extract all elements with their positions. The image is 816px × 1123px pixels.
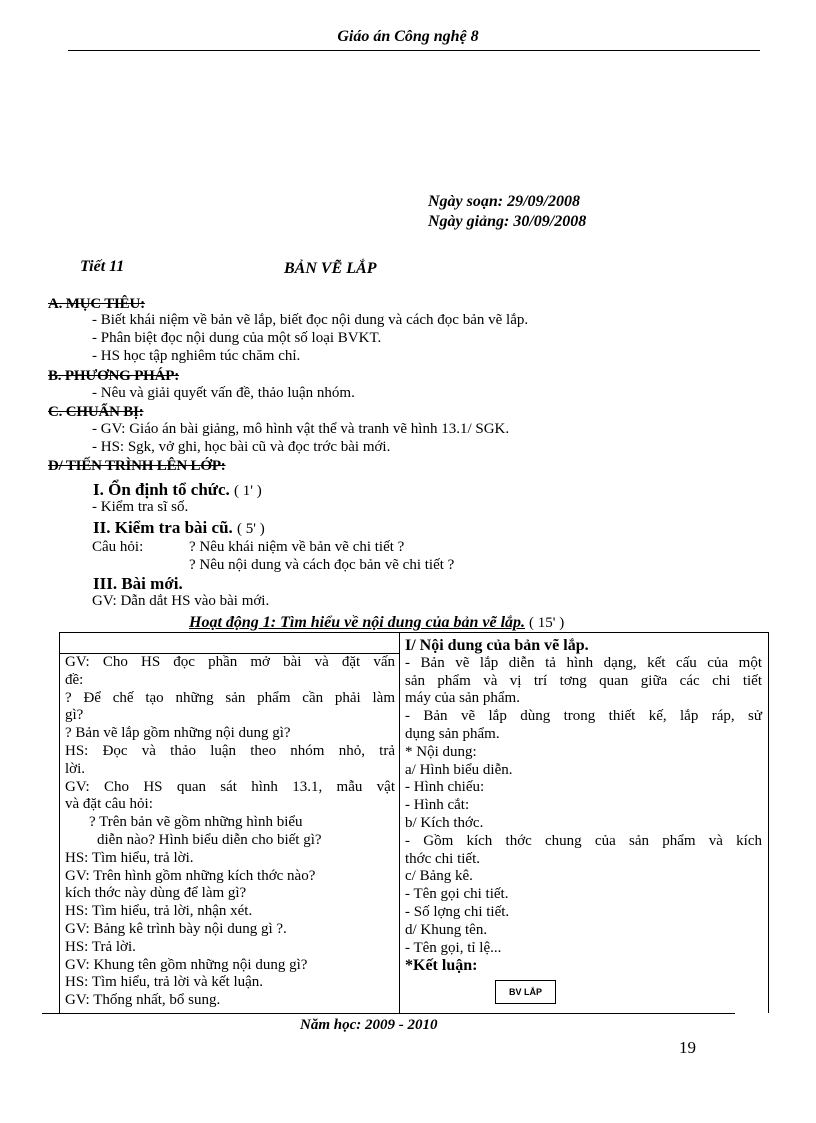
left-line: HS: Tìm hiểu, trả lời, nhận xét. [65,903,253,920]
left-line: GV: Thống nhất, bổ sung. [65,992,221,1009]
section-b-heading: B. PHƯƠNG PHÁP: [48,368,180,384]
left-line: ? Bản vẽ lắp gồm những nội dung gì? [65,725,291,742]
page-header-title: Giáo án Công nghệ 8 [337,28,479,45]
left-line: ? Trên bản vẽ gồm những hình biểu [89,814,303,831]
left-line: GV: Cho HS quan sát hình 13.1, mẫu vật [65,778,395,795]
left-line: gì? [65,707,84,724]
right-line: - Tên gọi, tỉ lệ... [405,939,502,956]
right-line: - Tên gọi chi tiết. [405,886,509,903]
right-line: thớc chi tiết. [405,850,480,867]
left-line: HS: Trả lời. [65,938,136,955]
right-line: - Bản vẽ lắp diễn tả hình dạng, kết cấu của một [405,654,762,671]
step1-title-text: I. Ổn định tổ chức. [93,480,230,499]
footer-school-year: Năm học: 2009 - 2010 [300,1017,438,1033]
section-d-heading: D/ TIẾN TRÌNH LÊN LỚP: [48,458,226,474]
left-line: lời. [65,760,86,777]
right-line: máy của sản phẩm. [405,690,520,707]
bv-lap-box: BV LẮP [495,980,556,1004]
right-line: d/ Khung tên. [405,921,488,938]
step2-title-text: II. Kiểm tra bài cũ. [93,518,233,537]
left-line: GV: Bảng kê trình bày nội dung gì ?. [65,920,287,937]
right-line: - Hình cắt: [405,797,470,814]
step3-note: GV: Dẫn dắt HS vào bài mới. [92,593,270,609]
question-2: ? Nêu nội dung và cách đọc bản vẽ chi tiết ? [189,557,455,573]
section-a-item: - Phân biệt đọc nội dung của một số loại BVKT. [92,330,382,346]
section-a-heading: A. MỤC TIÊU: [48,296,145,312]
step1-title [93,480,262,500]
activity-time: ( 15' ) [529,615,565,631]
footer-rule [42,1013,735,1014]
step1-note: - Kiểm tra sĩ số. [92,499,189,515]
section-b-item: - Nêu và giải quyết vấn đề, thảo luận nhóm. [92,385,355,401]
lesson-title: BẢN VẼ LẮP [284,260,377,277]
content-heading: I/ Nội dung của bản vẽ lắp. [405,637,589,654]
left-line: HS: Đọc và thảo luận theo nhóm nhỏ, trả [65,742,395,759]
section-c-item: - GV: Giáo án bài giảng, mô hình vật thể và tranh vẽ hình 13.1/ SGK. [92,421,510,437]
date-taught: Ngày giảng: 30/09/2008 [428,213,587,230]
teacher-student-column [65,654,395,1010]
question-1: ? Nêu khái niệm về bản vẽ chi tiết ? [189,539,405,555]
section-c-item: - HS: Sgk, vở ghi, học bài cũ và đọc trớc bài mới. [92,439,391,455]
left-line: đề: [65,671,84,688]
left-line: GV: Khung tên gồm những nội dung gì? [65,956,308,973]
section-a-item: - HS học tập nghiêm túc chăm chỉ. [92,348,301,364]
left-line: GV: Cho HS đọc phần mở bài và đặt vấn [65,654,395,670]
date-prepared: Ngày soạn: 29/09/2008 [428,193,580,210]
right-line: c/ Bảng kê. [405,868,473,885]
right-line: - Gồm kích thớc chung của sản phẩm và kích [405,832,762,849]
left-line: kích thớc này dùng để làm gì? [65,885,247,902]
activity-title-text: Hoạt động 1: Tìm hiểu về nội dung của bản vẽ lắp. [189,614,526,631]
right-line: * Nội dung: [405,743,477,760]
left-line: GV: Trên hình gồm những kích thớc nào? [65,867,316,884]
question-label: Câu hỏi: [92,539,144,555]
step2-time: ( 5' ) [237,521,265,537]
step3-title: III. Bài mới. [93,574,183,593]
left-line: diễn nào? Hình biểu diễn cho biết gì? [97,831,322,848]
right-line: dụng sản phẩm. [405,725,500,742]
left-line: HS: Tìm hiểu, trả lời và kết luận. [65,974,264,991]
right-line: b/ Kích thớc. [405,814,484,831]
step1-time: ( 1' ) [234,483,262,499]
left-line: ? Để chế tạo những sản phẩm cần phải làm [65,689,395,706]
left-line: HS: Tìm hiểu, trả lời. [65,849,194,866]
right-line: a/ Hình biểu diễn. [405,761,513,778]
right-line: - Bản vẽ lắp dùng trong thiết kế, lắp ráp, sử [405,708,762,725]
section-a-item: - Biết khái niệm về bản vẽ lắp, biết đọc nội dung và cách đọc bản vẽ lắp. [92,312,529,328]
right-line: sản phẩm và vị trí tơng quan giữa các chi tiết [405,672,762,689]
step2-title [93,518,265,538]
conclusion-label: *Kết luận: [405,957,478,975]
right-line: - Số lợng chi tiết. [405,903,510,920]
left-line: và đặt câu hỏi: [65,796,153,813]
section-c-heading: C. CHUẨN BỊ: [48,404,144,420]
activity-title [189,614,564,632]
header-rule [68,50,760,51]
right-line: - Hình chiếu: [405,779,485,796]
page-number: 19 [679,1038,696,1057]
content-column [405,637,762,975]
lesson-period: Tiết 11 [80,258,125,275]
table-column-divider [399,633,400,1013]
